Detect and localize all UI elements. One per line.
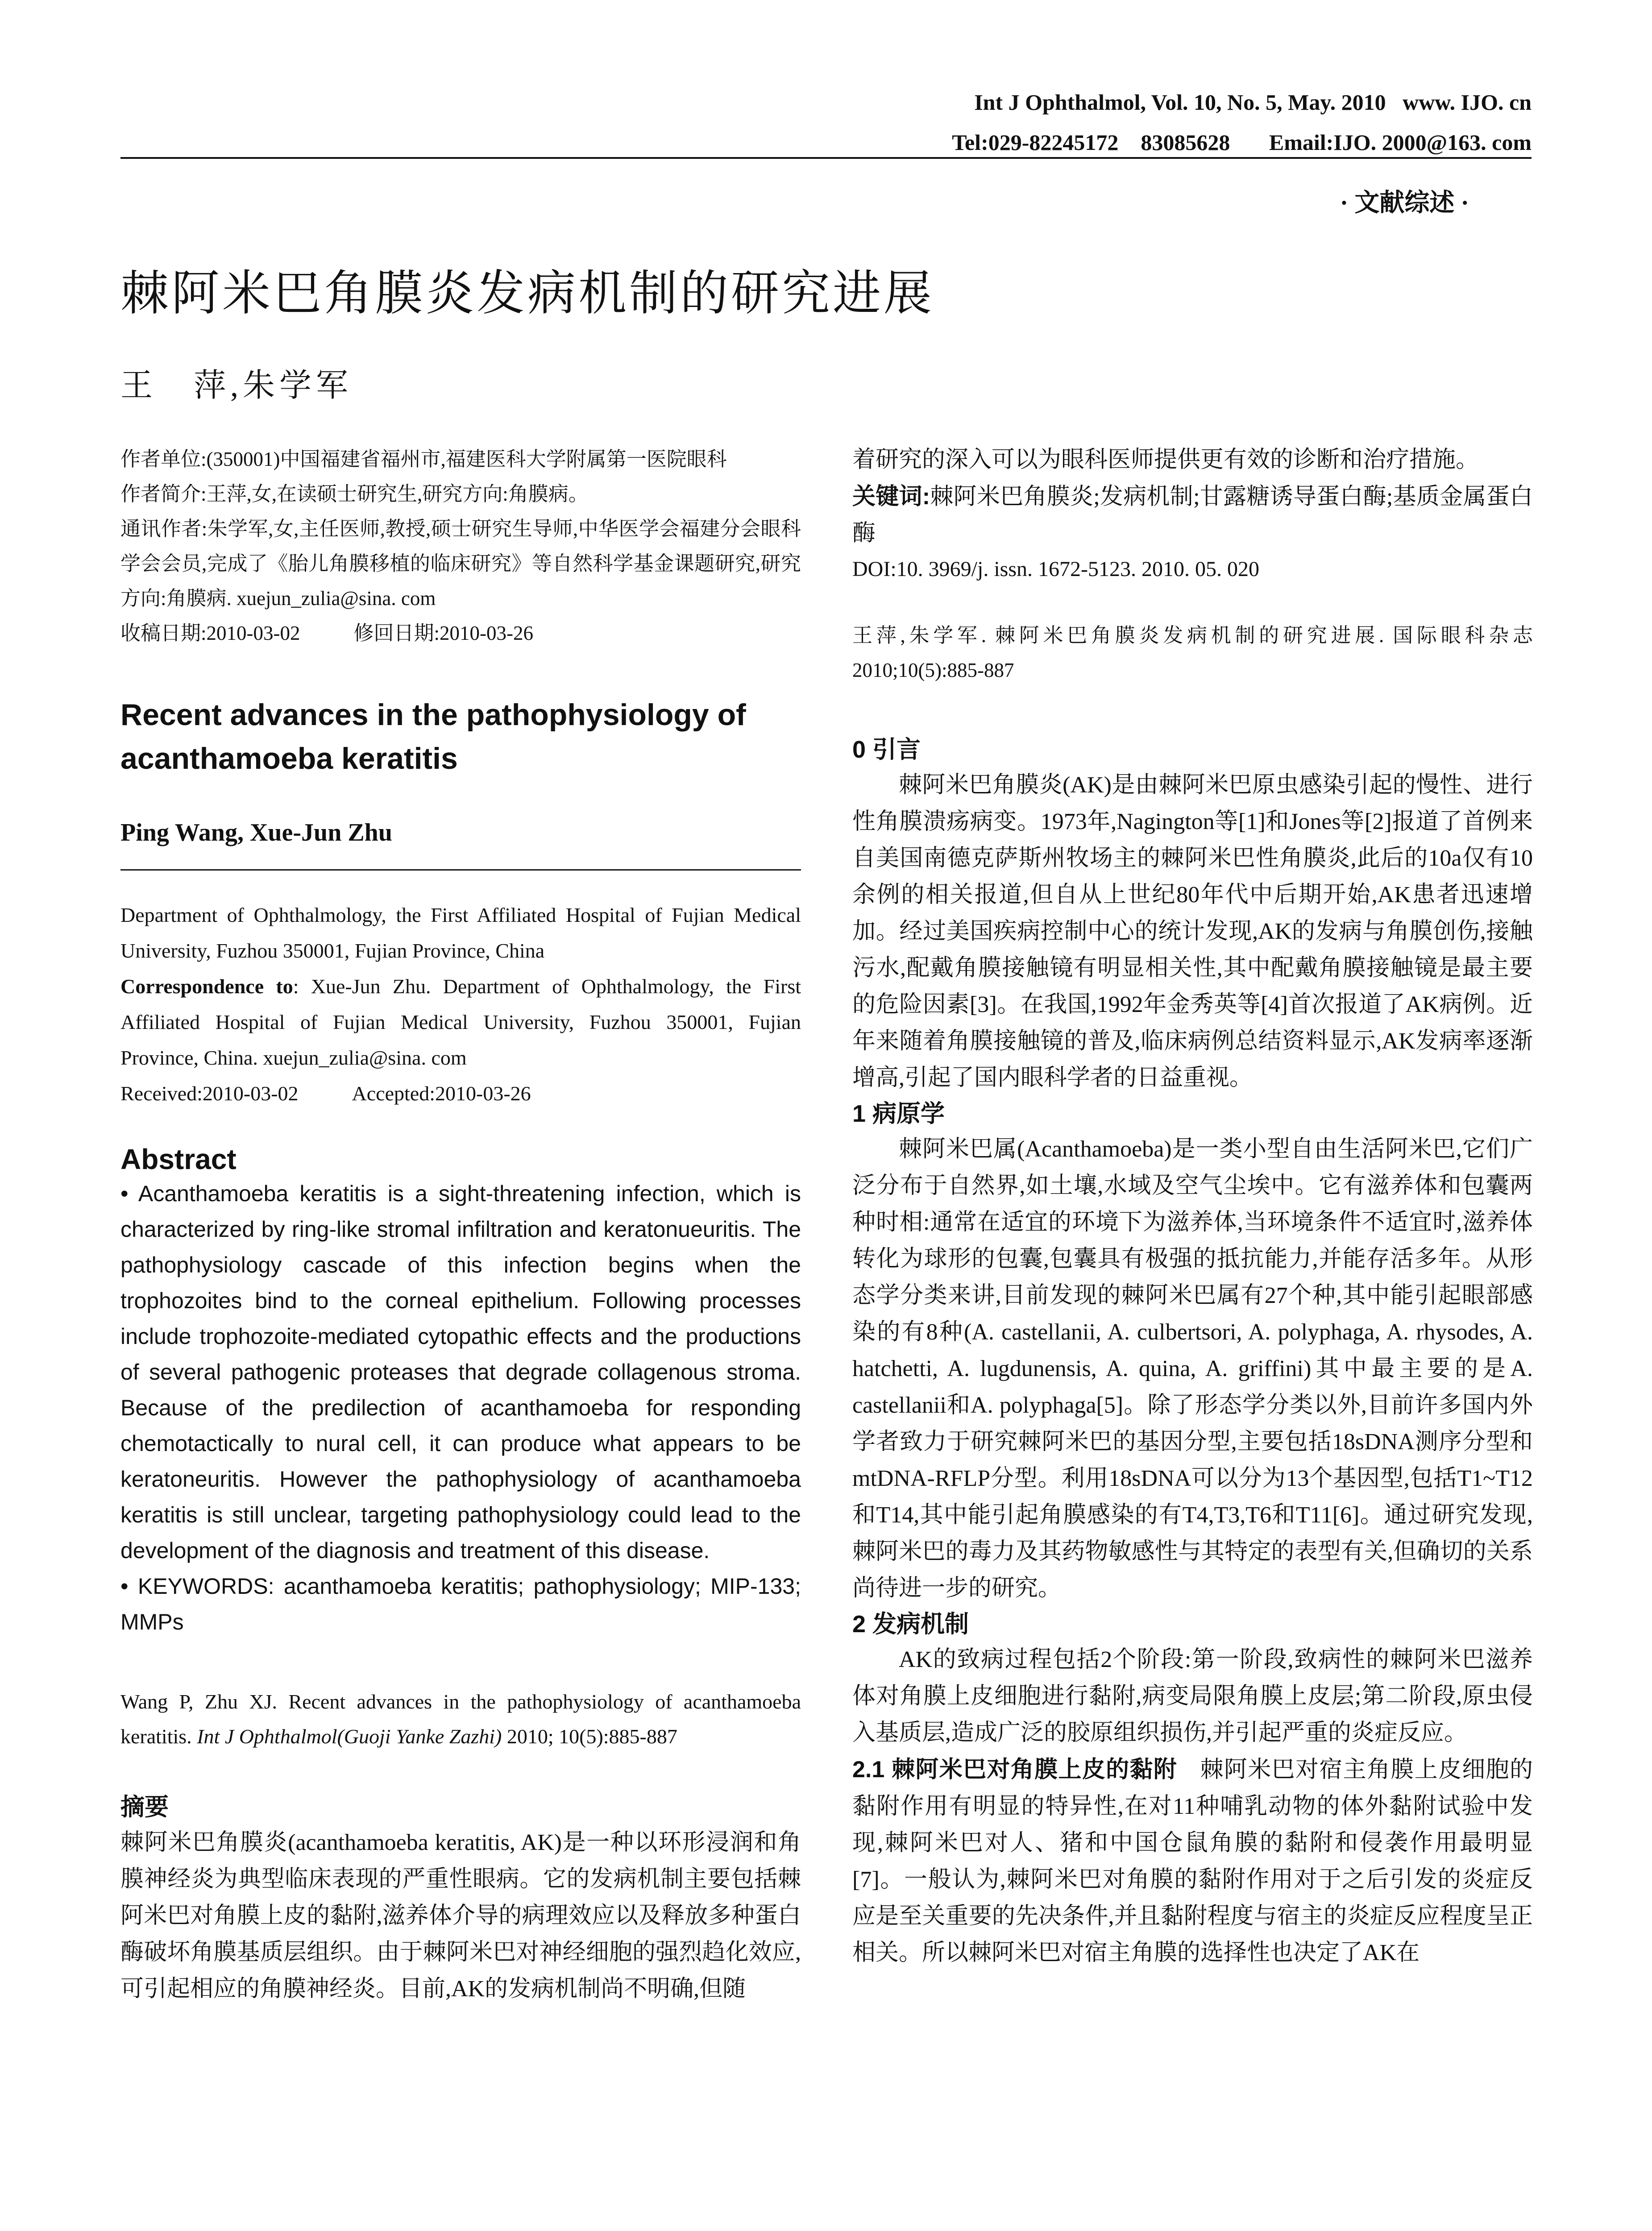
received-date-cn: 收稿日期:2010-03-02 xyxy=(120,622,300,644)
article-title-en: Recent advances in the pathophysiology of acanthamoeba keratitis xyxy=(120,698,746,775)
authors-en: Ping Wang, Xue-Jun Zhu xyxy=(120,819,392,846)
section-2-1-text: 棘阿米巴对宿主角膜上皮细胞的黏附作用有明显的特异性,在对11种哺乳动物的体外黏附试验中发现,棘阿米巴对人、猪和中国仓鼠角膜的黏附和侵袭作用最明显[7]。一般认为,棘阿米巴对角膜的黏附作用对于之后引发的炎症反应是至关重要的先决条件,并且黏附程度与宿主的炎症反应程度呈正相关。所以棘阿米巴对宿主角膜的选择性也决定了AK在 xyxy=(852,1757,1533,1966)
keywords-text-cn: 棘阿米巴角膜炎;发病机制;甘露糖诱导蛋白酶;基质金属蛋白酶 xyxy=(852,484,1533,546)
affiliation-en: Department of Ophthalmology, the First Affiliated Hospital of Fujian Medical University, Fuzhou 350001, Fujian Province, China xyxy=(120,904,801,962)
section-0-heading: 0 引言 xyxy=(852,736,921,763)
citation-en xyxy=(120,1684,801,1754)
citation-en-journal: Int J Ophthalmol(Guoji Yanke Zazhi) xyxy=(197,1725,502,1748)
author-intro-cn: 作者简介:王萍,女,在读硕士研究生,研究方向:角膜病。 xyxy=(120,483,589,505)
header-rule xyxy=(120,157,1532,159)
section-tag: · 文献综述 · xyxy=(1340,189,1469,217)
correspondence-label: Correspondence to xyxy=(120,975,293,998)
right-column xyxy=(852,442,1533,1971)
dates-cn xyxy=(120,616,801,651)
keywords-label-cn: 关键词: xyxy=(852,484,930,510)
abstract-text-cn: 棘阿米巴角膜炎(acanthamoeba keratitis, AK)是一种以环形浸润和角膜神经炎为典型临床表现的严重性眼病。它的发病机制主要包括棘阿米巴对角膜上皮的黏附,滋养体介导的病理效应以及释放多种蛋白酶破坏角膜基质层组织。由于棘阿米巴对神经细胞的强烈趋化效应,可引起相应的角膜神经炎。目前,AK的发病机制尚不明确,但随 xyxy=(120,1830,801,2002)
keywords-cn xyxy=(852,478,1533,552)
abstract-text-en: • Acanthamoeba keratitis is a sight-threatening infection, which is characterized by ring-like stromal infiltration and keratonueuritis. The pathophysiology cascade of this infection begins when the trophozoites bind to the corneal epithelium. Following processes include trophozoite-mediated cytopathic effects and the productions of several pathogenic proteases that degrade collagenous stroma. Because of the predilection of acanthamoeba for responding chemotactically to nural cell, it can produce what appears to be keratoneuritis. However the pathophysiology of acanthamoeba keratitis is still unclear, targeting pathophysiology could lead to the development of the diagnosis and treatment of this disease. xyxy=(120,1181,801,1563)
revised-date-cn: 修回日期:2010-03-26 xyxy=(353,622,533,644)
section-1-heading: 1 病原学 xyxy=(852,1100,945,1127)
citation-en-pre: Wang P, Zhu XJ. Recent advances in the pathophysiology of acanthamoeba keratitis. xyxy=(120,1690,801,1748)
journal-header-line-2: Tel:029-82245172 83085628 Email:IJO. 2000@163. com xyxy=(952,130,1532,155)
abstract-heading-en: Abstract xyxy=(120,1143,237,1175)
article-title-cn: 棘阿米巴角膜炎发病机制的研究进展 xyxy=(120,267,935,320)
corresponding-author-cn: 通讯作者:朱学军,女,主任医师,教授,硕士研究生导师,中华医学会福建分会眼科学会会员,完成了《胎儿角膜移植的临床研究》等自然科学基金课题研究,研究方向:角膜病. xuejun_zulia@sina. com xyxy=(120,518,801,610)
section-0-text: 棘阿米巴角膜炎(AK)是由棘阿米巴原虫感染引起的慢性、进行性角膜溃疡病变。1973年,Nagington等[1]和Jones等[2]报道了首例来自美国南德克萨斯州牧场主的棘阿米巴性角膜炎,此后的10a仅有10余例的相关报道,但自从上世纪80年代中后期开始,AK患者迅速增加。经过美国疾病控制中心的统计发现,AK的发病与角膜创伤,接触污水,配戴角膜接触镜有明显相关性,其中配戴角膜接触镜是最主要的危险因素[3]。在我国,1992年金秀英等[4]首次报道了AK病例。近年来随着角膜接触镜的普及,临床病例总结资料显示,AK发病率逐渐增高,引起了国内眼科学者的日益重视。 xyxy=(852,772,1533,1091)
section-2-1-heading: 2.1 棘阿米巴对角膜上皮的黏附 xyxy=(852,1757,1178,1783)
accepted-date-en: Accepted:2010-03-26 xyxy=(352,1082,531,1105)
authors-cn: 王 萍,朱学军 xyxy=(120,368,353,403)
doi: DOI:10. 3969/j. issn. 1672-5123. 2010. 05. 020 xyxy=(852,557,1259,581)
received-date-en: Received:2010-03-02 xyxy=(120,1082,299,1105)
left-column xyxy=(120,442,801,2007)
section-2-heading: 2 发病机制 xyxy=(852,1611,969,1638)
abstract-text-cn-continued: 着研究的深入可以为眼科医师提供更有效的诊断和治疗措施。 xyxy=(852,447,1479,473)
dates-en xyxy=(120,1076,801,1111)
citation-en-post: 2010; 10(5):885-887 xyxy=(502,1725,677,1748)
abstract-heading-cn: 摘要 xyxy=(120,1794,169,1820)
journal-header-line-1: Int J Ophthalmol, Vol. 10, No. 5, May. 2010 www. IJO. cn xyxy=(974,90,1532,115)
correspondence-en xyxy=(120,969,801,1076)
citation-cn: 王萍,朱学军. 棘阿米巴角膜炎发病机制的研究进展. 国际眼科杂志 2010;10(5):885-887 xyxy=(852,624,1533,681)
author-unit-cn: 作者单位:(350001)中国福建省福州市,福建医科大学附属第一医院眼科 xyxy=(120,448,727,470)
correspondence-text: : Xue-Jun Zhu. Department of Ophthalmology, the First Affiliated Hospital of Fujian Medical University, Fuzhou 350001, Fujian Province, China. xuejun_zulia@sina. com xyxy=(120,975,801,1069)
section-2-text: AK的致病过程包括2个阶段:第一阶段,致病性的棘阿米巴滋养体对角膜上皮细胞进行黏附,病变局限角膜上皮层;第二阶段,原虫侵入基质层,造成广泛的胶原组织损伤,并引起严重的炎症反应。 xyxy=(852,1647,1533,1746)
section-1-text: 棘阿米巴属(Acanthamoeba)是一类小型自由生活阿米巴,它们广泛分布于自然界,如土壤,水域及空气尘埃中。它有滋养体和包囊两种时相:通常在适宜的环境下为滋养体,当环境条件不适宜时,滋养体转化为球形的包囊,包囊具有极强的抵抗能力,并能存活多年。从形态学分类来讲,目前发现的棘阿米巴属有27个种,其中能引起眼部感染的有8种(A. castellanii, A. culbertsori, A. polyphaga, A. rhysodes, A. hatchetti, A. lugdunensis, A. quina, A. griffini)其中最主要的是A. castellanii和A. polyphaga[5]。除了形态学分类以外,目前许多国内外学者致力于研究棘阿米巴的基因分型,主要包括18sDNA测序分型和mtDNA-RFLP分型。利用18sDNA可以分为13个基因型,包括T1~T12和T14,其中能引起角膜感染的有T4,T3,T6和T11[6]。通过研究发现,棘阿米巴的毒力及其药物敏感性与其特定的表型有关,但确切的关系尚待进一步的研究。 xyxy=(852,1136,1533,1601)
section-2-1-paragraph xyxy=(852,1751,1533,1971)
keywords-en: • KEYWORDS: acanthamoeba keratitis; pathophysiology; MIP-133; MMPs xyxy=(120,1574,801,1634)
